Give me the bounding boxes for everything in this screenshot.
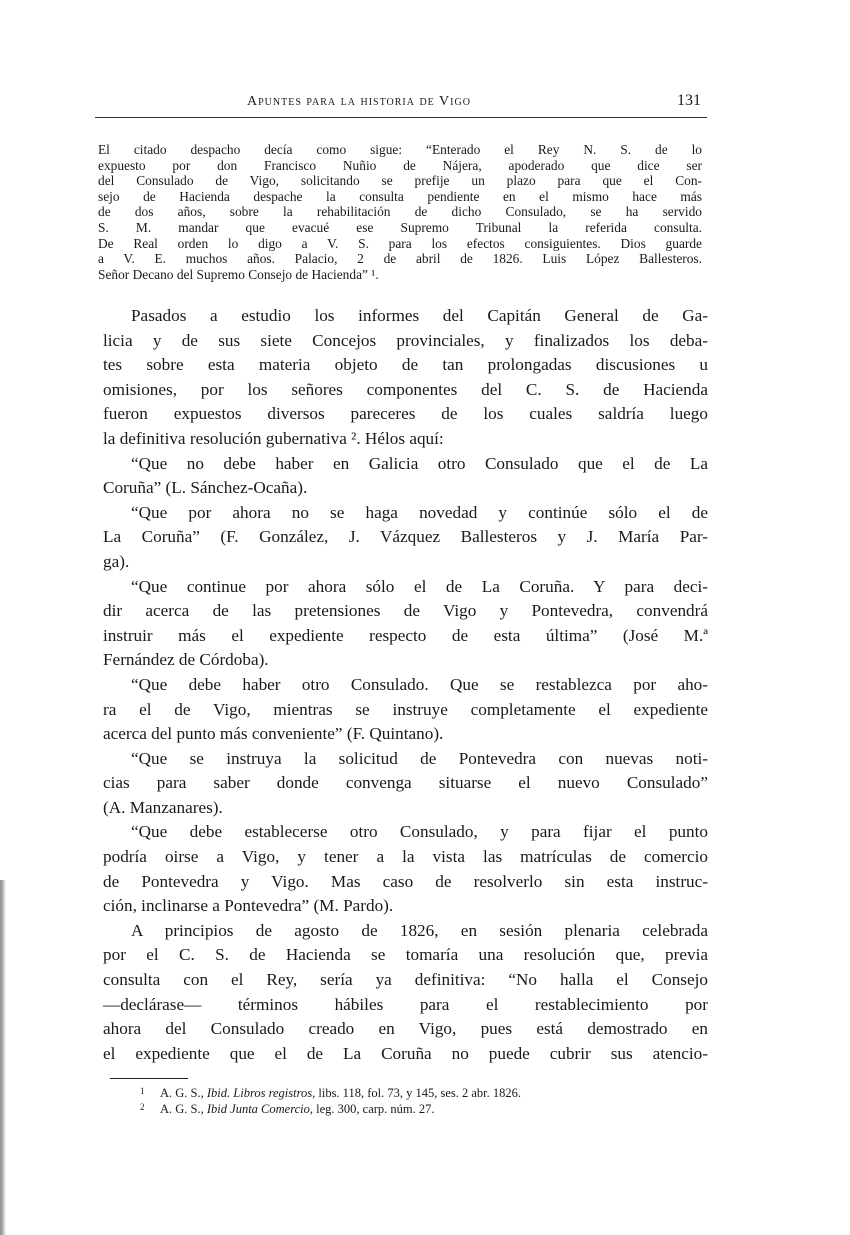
quote-line: de dos años, sobre la rehabilitación de dicho Consulado, se ha servido	[98, 204, 702, 220]
scan-edge-shadow	[0, 880, 6, 1235]
body-line: instruir más el expediente respecto de esta última” (José M.ª	[103, 625, 708, 645]
footnote-mark: 1	[140, 1086, 145, 1096]
body-line: consulta con el Rey, sería ya definitiva: “No halla el Consejo	[103, 970, 708, 990]
body-line: acerca del punto más conveniente” (F. Quintano).	[103, 724, 444, 744]
body-text	[103, 304, 708, 1066]
body-line: por el C. S. de Hacienda se tomaría una resolución que, previa	[103, 945, 708, 965]
body-line: licia y de sus siete Concejos provinciales, y finalizados los deba-	[103, 330, 708, 350]
body-line: A principios de agosto de 1826, en sesión plenaria celebrada	[131, 920, 708, 940]
quote-line: expuesto por don Francisco Nuñio de Nájera, apoderado que dice ser	[98, 157, 702, 173]
quote-line: De Real orden lo digo a V. S. para los efectos consiguientes. Dios guarde	[98, 235, 702, 251]
body-line: (A. Manzanares).	[103, 797, 223, 817]
footnote-source: A. G. S.,	[160, 1086, 207, 1100]
body-line: La Coruña” (F. González, J. Vázquez Ballesteros y J. María Par-	[103, 527, 708, 547]
running-title: Apuntes para la historia de Vigo	[247, 94, 471, 109]
header-rule	[95, 117, 707, 118]
page-number: 131	[677, 92, 701, 109]
footnotes	[140, 1083, 720, 1115]
body-line: ahora del Consulado creado en Vigo, pues está demostrado en	[103, 1019, 708, 1039]
footnote-detail: leg. 300, carp. núm. 27.	[313, 1102, 435, 1116]
body-line: Coruña” (L. Sánchez-Ocaña).	[103, 478, 308, 498]
quote-line: Señor Decano del Supremo Consejo de Hacienda” ¹.	[98, 266, 379, 282]
body-line: “Que no debe haber en Galicia otro Consulado que el de La	[131, 453, 708, 473]
body-line: la definitiva resolución gubernativa ². Hélos aquí:	[103, 428, 444, 448]
page-header	[95, 88, 707, 122]
footnote	[140, 1099, 720, 1115]
body-line: “Que por ahora no se haga novedad y continúe sólo el de	[131, 502, 708, 522]
body-line: “Que debe haber otro Consulado. Que se restablezca por aho-	[131, 674, 708, 694]
quote-line: sejo de Hacienda despache la consulta pendiente en el mismo hace más	[98, 188, 702, 204]
body-line: “Que se instruya la solicitud de Pontevedra con nuevas noti-	[131, 748, 708, 768]
body-line: Fernández de Córdoba).	[103, 650, 269, 670]
footnote	[140, 1083, 720, 1099]
body-line: Pasados a estudio los informes del Capitán General de Ga-	[131, 306, 708, 325]
body-line: de Pontevedra y Vigo. Mas caso de resolverlo sin esta instruc-	[103, 871, 708, 891]
quote-line: El citado despacho decía como sigue: “Enterado el Rey N. S. de lo	[98, 142, 702, 157]
quote-line: S. M. mandar que evacué ese Supremo Tribunal la referida consulta.	[98, 219, 702, 235]
quote-line: a V. E. muchos años. Palacio, 2 de abril de 1826. Luis López Ballesteros.	[98, 251, 702, 267]
footnote-title: Ibid Junta Comercio,	[206, 1102, 314, 1116]
quote-line: del Consulado de Vigo, solicitando se prefije un plazo para que el Con-	[98, 173, 702, 189]
footnote-title: Ibid. Libros registros,	[206, 1086, 316, 1100]
body-line: ción, inclinarse a Pontevedra” (M. Pardo).	[103, 896, 394, 916]
body-line: ra el de Vigo, mientras se instruye completamente el expediente	[103, 699, 708, 719]
body-line: cias para saber donde convenga situarse el nuevo Consulado”	[103, 773, 708, 793]
body-line: omisiones, por los señores componentes del C. S. de Hacienda	[103, 379, 708, 399]
body-line: tes sobre esta materia objeto de tan prolongadas discusiones u	[103, 355, 708, 375]
body-line: fueron expuestos diversos pareceres de los cuales saldría luego	[103, 404, 708, 424]
footnote-source: A. G. S.,	[160, 1102, 207, 1116]
body-line: “Que debe establecerse otro Consulado, y para fijar el punto	[131, 822, 708, 842]
footnote-mark: 2	[140, 1102, 145, 1112]
body-line: el expediente que el de La Coruña no puede cubrir sus atencio-	[103, 1043, 708, 1063]
body-line: podría oirse a Vigo, y tener a la vista las matrículas de comercio	[103, 847, 708, 867]
body-line: “Que continue por ahora sólo el de La Coruña. Y para deci-	[131, 576, 708, 596]
body-line: —declárase— términos hábiles para el restablecimiento por	[103, 994, 708, 1014]
quoted-dispatch	[98, 142, 702, 282]
footnote-rule	[110, 1078, 188, 1079]
body-line: ga).	[103, 551, 130, 571]
body-line: dir acerca de las pretensiones de Vigo y Pontevedra, convendrá	[103, 601, 708, 621]
footnote-detail: libs. 118, fol. 73, y 145, ses. 2 abr. 1826.	[315, 1086, 522, 1100]
